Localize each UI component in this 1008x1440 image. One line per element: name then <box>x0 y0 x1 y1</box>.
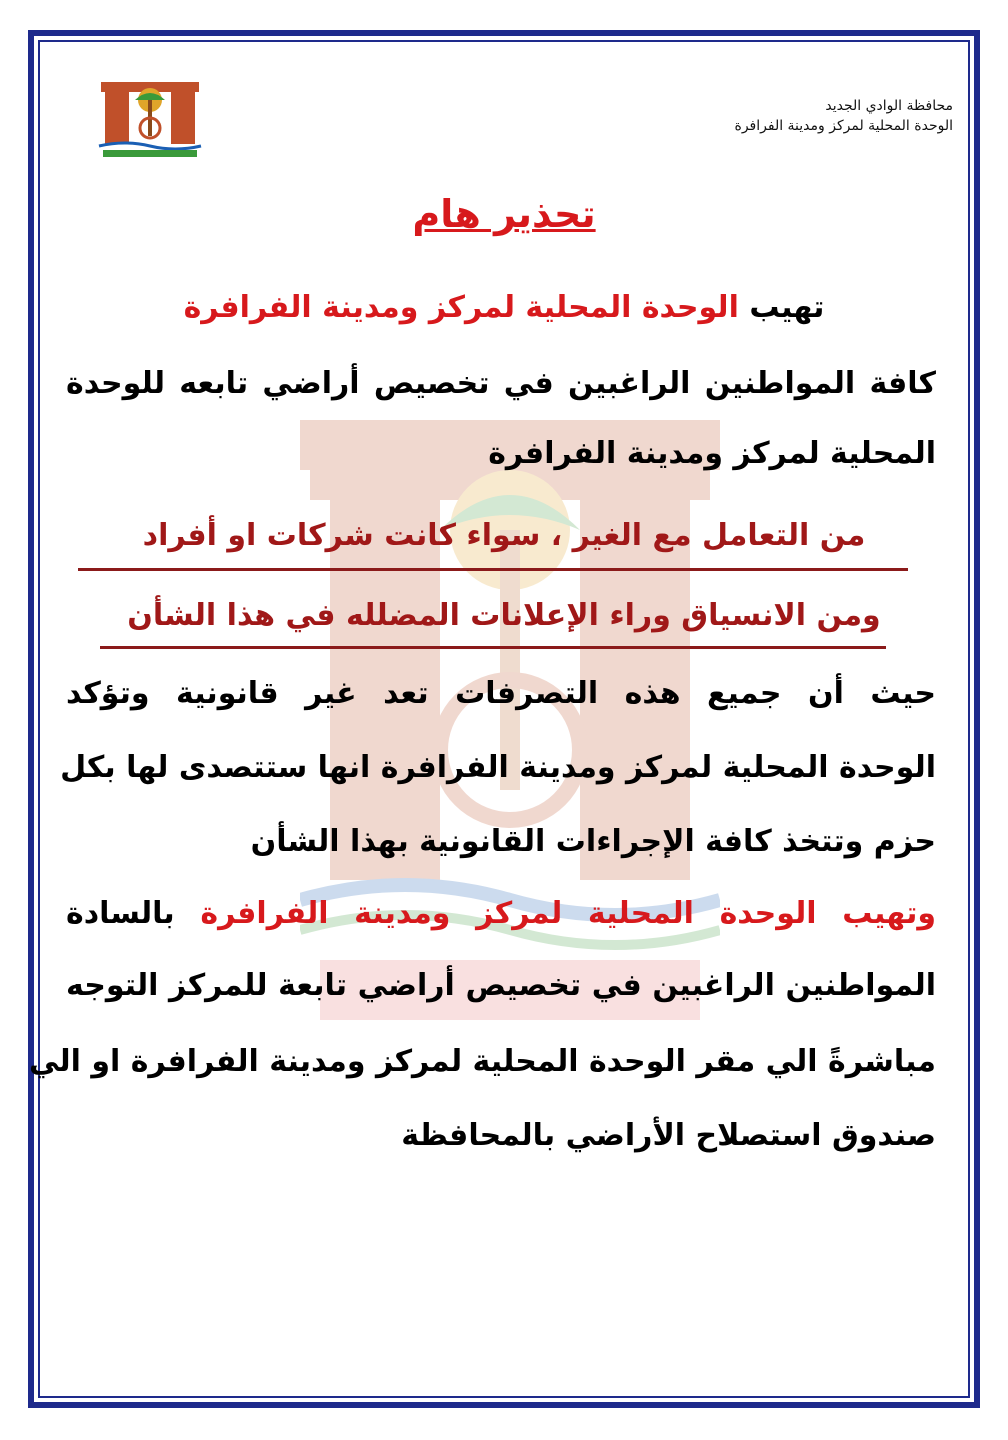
warning-underline1 <box>78 568 908 571</box>
announce-org: الوحدة المحلية لمركز ومدينة الفرافرة <box>183 290 739 325</box>
announce-lead: تهيب <box>749 290 825 325</box>
paragraph2-line1: حيث أن جميع هذه التصرفات تعد غير قانونية وتؤكد <box>66 676 936 711</box>
paragraph3-line1 <box>66 896 936 931</box>
paragraph2-line3: حزم وتتخذ كافة الإجراءات القانونية بهذا الشأن <box>250 824 936 859</box>
governorate-emblem-watermark <box>300 420 720 1060</box>
page-title: تحذير هام <box>412 192 596 236</box>
paragraph2-line2: الوحدة المحلية لمركز ومدينة الفرافرة انها ستتصدى لها بكل <box>60 750 936 785</box>
governorate-logo <box>95 78 205 160</box>
unit-name: الوحدة المحلية لمركز ومدينة الفرافرة <box>734 118 953 134</box>
paragraph1-line1: كافة المواطنين الراغبين في تخصيص أراضي تابعه للوحدة <box>66 366 936 401</box>
announce-line <box>0 290 1008 325</box>
paragraph3-org: الوحدة المحلية لمركز ومدينة الفرافرة <box>200 896 817 931</box>
warning-line1: من التعامل مع الغير ، سواء كانت شركات او أفراد <box>142 518 866 553</box>
paragraph3-lead: وتهيب <box>842 896 937 931</box>
paragraph3-line2: المواطنين الراغبين في تخصيص أراضي تابعة للمركز التوجه <box>66 968 936 1003</box>
paragraph3-tail: بالسادة <box>66 896 175 931</box>
paragraph3-line4: صندوق استصلاح الأراضي بالمحافظة <box>401 1118 936 1153</box>
paragraph3-line3: مباشرةً الي مقر الوحدة المحلية لمركز ومدينة الفرافرة او الي <box>28 1044 936 1079</box>
governorate-name: محافظة الوادي الجديد <box>825 98 953 114</box>
paragraph1-line2: المحلية لمركز ومدينة الفرافرة <box>488 436 936 471</box>
header-block <box>735 96 954 136</box>
warning-line2: ومن الانسياق وراء الإعلانات المضلله في هذا الشأن <box>127 598 881 633</box>
warning-underline2 <box>100 646 886 649</box>
